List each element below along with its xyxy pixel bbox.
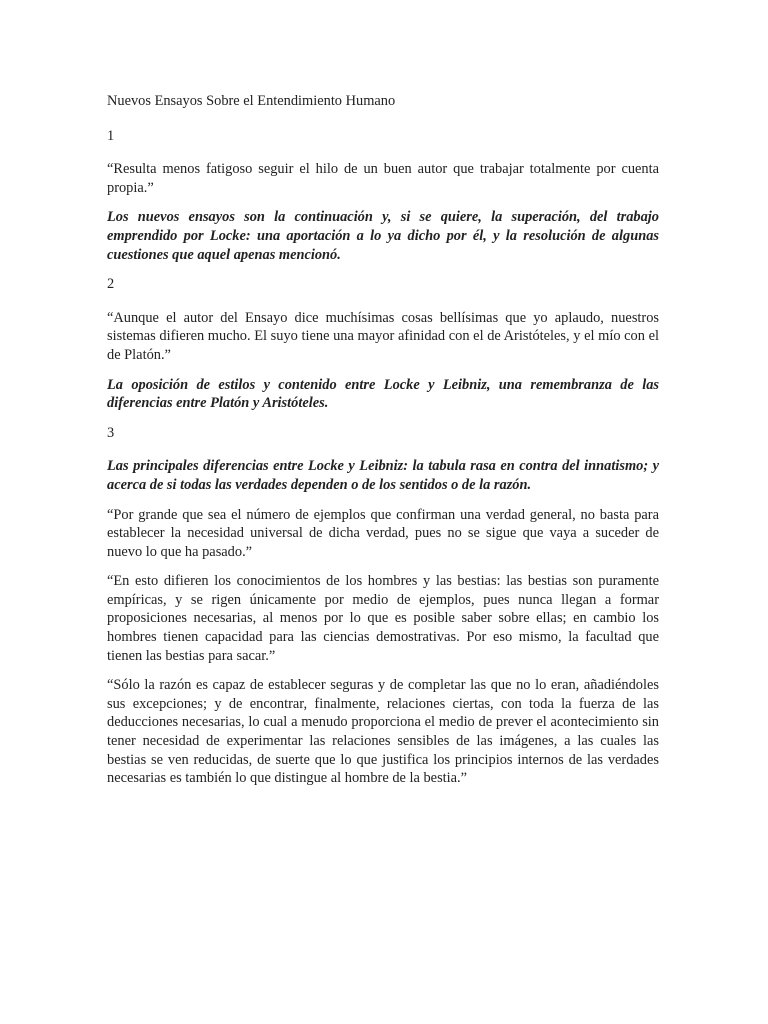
quote-3a: “Por grande que sea el número de ejemplos que confirman una verdad general, no basta para establecer la necesidad universal de dicha verdad, pues no se sigue que vaya a suceder de nuevo lo que ha pasado.” <box>107 506 659 560</box>
document-page <box>107 92 659 788</box>
quote-3b: “En esto difieren los conocimientos de los hombres y las bestias: las bestias son puramente empíricas, y se rigen únicamente por medio de ejemplos, pues nunca llegan a formar proposiciones necesarias, al menos por lo que es posible saber sobre ellas; en cambio los hombres tienen capacidad para las ciencias demostrativas. Por eso mismo, la facultad que tienen las bestias para sacar.” <box>107 573 659 664</box>
commentary-3: Las principales diferencias entre Locke y Leibniz: la tabula rasa en contra del innatismo; y acerca de si todas las verdades dependen o de los sentidos o de la razón. <box>107 458 659 493</box>
section-number-1: 1 <box>107 127 115 144</box>
document-title: Nuevos Ensayos Sobre el Entendimiento Humano <box>107 93 396 109</box>
commentary-2: La oposición de estilos y contenido entre Locke y Leibniz, una remembranza de las diferencias entre Platón y Aristóteles. <box>107 376 659 412</box>
section-number-2: 2 <box>107 276 115 293</box>
quote-3c: “Sólo la razón es capaz de establecer seguras y de completar las que no lo eran, añadiéndoles sus excepciones; y de encontrar, finalmente, relaciones ciertas, con toda la fuerza de las deducciones necesarias, lo cual a menudo proporciona el medio de prever el acontecimiento sin tener necesidad de experimentar las relaciones sensibles de las imágenes, a las cuales las bestias se ven reducidas, de suerte que lo que justifica los principios internos de las verdades necesarias es también lo que distingue al hombre de la bestia.” <box>107 677 659 787</box>
quote-1: “Resulta menos fatigoso seguir el hilo de un buen autor que trabajar totalmente por cuenta propia.” <box>107 161 659 196</box>
section-number-3: 3 <box>107 424 115 441</box>
commentary-1: Los nuevos ensayos son la continuación y, si se quiere, la superación, del trabajo emprendido por Locke: una aportación a lo ya dicho por él, y la resolución de algunas cuestiones que aquel apenas mencionó. <box>107 209 659 263</box>
quote-2: “Aunque el autor del Ensayo dice muchísimas cosas bellísimas que yo aplaudo, nuestros sistemas difieren mucho. El suyo tiene una mayor afinidad con el de Aristóteles, y el mío con el de Platón.” <box>107 309 659 363</box>
